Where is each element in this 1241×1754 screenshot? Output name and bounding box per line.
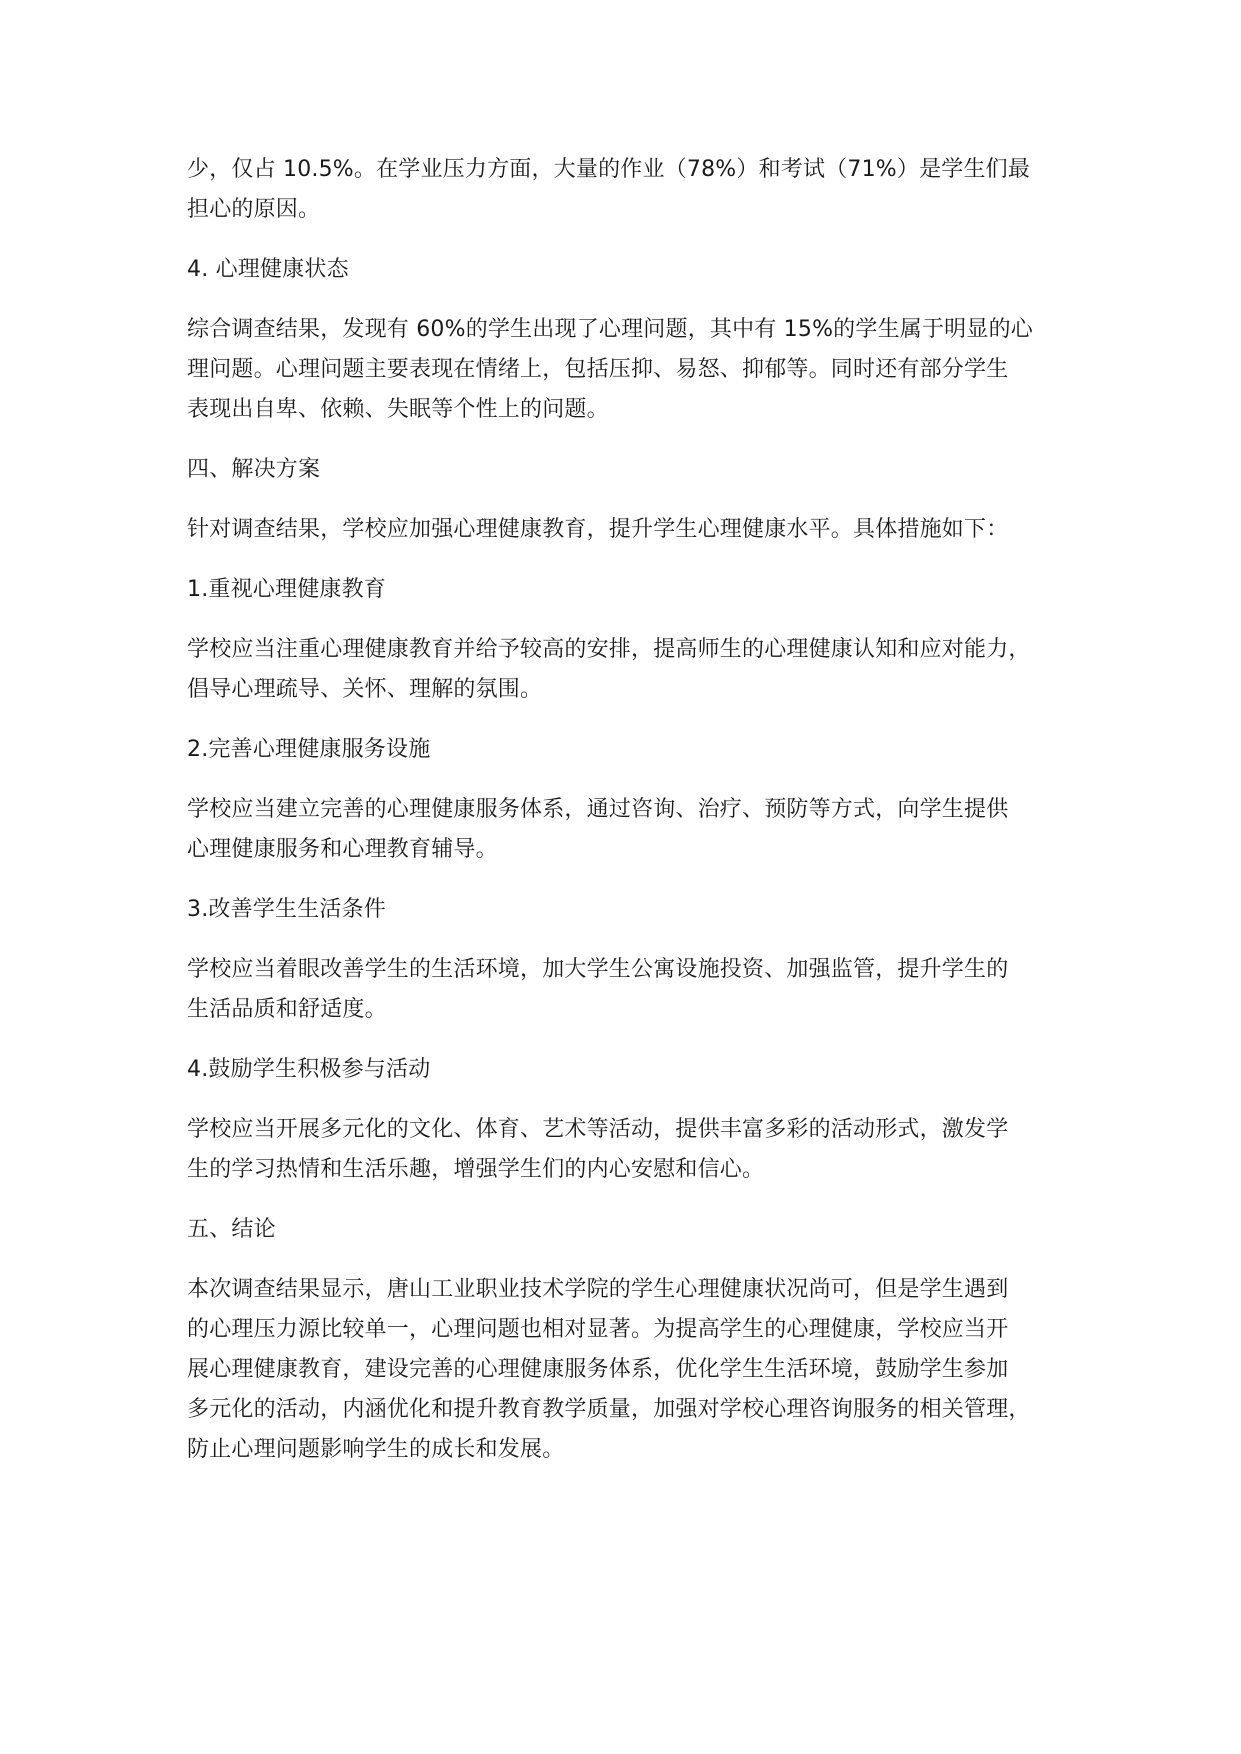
section-heading <box>187 730 1087 770</box>
section-heading <box>187 1210 1087 1250</box>
paragraph <box>187 150 1087 230</box>
text-line: 生的学习热情和生活乐趣，增强学生们的内心安慰和信心。 <box>187 1157 765 1182</box>
text-line: 3.改善学生生活条件 <box>187 897 386 922</box>
document-page <box>187 150 1087 1490</box>
text-line: 五、结论 <box>187 1217 276 1242</box>
text-line: 学校应当注重心理健康教育并给予较高的安排，提高师生的心理健康认知和应对能力， <box>187 637 1031 662</box>
paragraph <box>187 1110 1087 1190</box>
text-line: 表现出自卑、依赖、失眠等个性上的问题。 <box>187 397 609 422</box>
text-line: 学校应当开展多元化的文化、体育、艺术等活动，提供丰富多彩的活动形式，激发学 <box>187 1117 1009 1142</box>
paragraph <box>187 630 1087 710</box>
paragraph <box>187 950 1087 1030</box>
text-line: 学校应当着眼改善学生的生活环境，加大学生公寓设施投资、加强监管，提升学生的 <box>187 957 1009 982</box>
section-heading <box>187 1050 1087 1090</box>
text-line: 综合调查结果，发现有 60%的学生出现了心理问题，其中有 15%的学生属于明显的心 <box>187 317 1033 342</box>
text-line: 心理健康服务和心理教育辅导。 <box>187 837 498 862</box>
section-heading <box>187 890 1087 930</box>
text-line: 的心理压力源比较单一，心理问题也相对显著。为提高学生的心理健康，学校应当开 <box>187 1317 1009 1342</box>
paragraph <box>187 510 1087 550</box>
text-line: 4. 心理健康状态 <box>187 257 349 282</box>
text-line: 生活品质和舒适度。 <box>187 997 387 1022</box>
section-heading <box>187 570 1087 610</box>
text-line: 倡导心理疏导、关怀、理解的氛围。 <box>187 677 543 702</box>
text-line: 担心的原因。 <box>187 197 321 222</box>
paragraph <box>187 1270 1087 1470</box>
text-line: 四、解决方案 <box>187 457 321 482</box>
text-line: 本次调查结果显示，唐山工业职业技术学院的学生心理健康状况尚可，但是学生遇到 <box>187 1277 1009 1302</box>
text-line: 学校应当建立完善的心理健康服务体系，通过咨询、治疗、预防等方式，向学生提供 <box>187 797 1009 822</box>
section-heading <box>187 250 1087 290</box>
text-line: 2.完善心理健康服务设施 <box>187 737 431 762</box>
text-line: 多元化的活动，内涵优化和提升教育教学质量，加强对学校心理咨询服务的相关管理， <box>187 1397 1031 1422</box>
section-heading <box>187 450 1087 490</box>
text-line: 4.鼓励学生积极参与活动 <box>187 1057 431 1082</box>
text-line: 防止心理问题影响学生的成长和发展。 <box>187 1437 565 1462</box>
paragraph <box>187 790 1087 870</box>
text-line: 理问题。心理问题主要表现在情绪上，包括压抑、易怒、抑郁等。同时还有部分学生 <box>187 357 1009 382</box>
text-line: 针对调查结果，学校应加强心理健康教育，提升学生心理健康水平。具体措施如下： <box>187 517 1009 542</box>
paragraph <box>187 310 1087 430</box>
text-line: 1.重视心理健康教育 <box>187 577 386 602</box>
text-line: 展心理健康教育，建设完善的心理健康服务体系，优化学生生活环境，鼓励学生参加 <box>187 1357 1009 1382</box>
text-line: 少，仅占 10.5%。在学业压力方面，大量的作业（78%）和考试（71%）是学生们最 <box>187 157 1031 182</box>
